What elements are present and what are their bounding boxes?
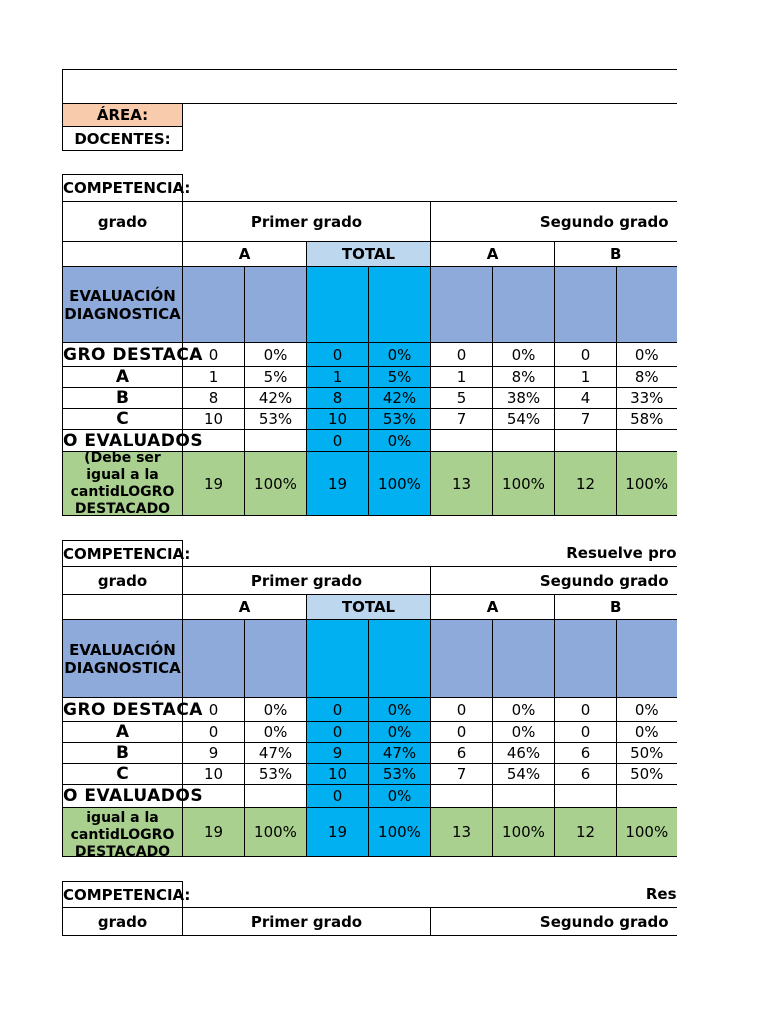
section-total-header: TOTAL bbox=[307, 242, 431, 267]
table-row bbox=[63, 743, 677, 764]
data-cell[interactable]: 5% bbox=[369, 367, 431, 388]
row-label-no-evaluados bbox=[63, 785, 204, 808]
data-cell[interactable]: 1 bbox=[307, 367, 369, 388]
data-cell[interactable]: 0 bbox=[555, 343, 617, 367]
data-cell[interactable]: 0 bbox=[431, 343, 493, 367]
section-total-header: TOTAL bbox=[307, 595, 431, 620]
data-cell[interactable]: 9 bbox=[307, 743, 369, 764]
data-cell[interactable]: 54% bbox=[493, 409, 555, 430]
eval-cell bbox=[431, 620, 493, 698]
data-cell[interactable]: 33% bbox=[617, 388, 677, 409]
total-cell: 12 bbox=[555, 808, 617, 857]
row-label-no-evaluados-text: O EVALUADOS bbox=[63, 430, 204, 451]
competencia-block-2 bbox=[62, 540, 677, 860]
data-cell[interactable]: 0% bbox=[245, 698, 307, 722]
blank-cell bbox=[63, 242, 183, 267]
data-cell[interactable]: 0 bbox=[183, 343, 245, 367]
data-cell[interactable]: 50% bbox=[617, 743, 677, 764]
data-cell[interactable]: 0% bbox=[617, 343, 677, 367]
evaluacion-label: EVALUACIÓN DIAGNOSTICA bbox=[63, 267, 183, 343]
table-row bbox=[63, 367, 677, 388]
row-label-no-evaluados bbox=[63, 430, 204, 452]
total-cell: 19 bbox=[307, 808, 369, 857]
data-cell[interactable] bbox=[431, 785, 493, 808]
competencia-block-1 bbox=[62, 174, 677, 516]
competencia-label: COMPETENCIA: bbox=[63, 541, 183, 567]
data-cell[interactable] bbox=[493, 430, 555, 452]
data-cell[interactable]: 8% bbox=[493, 367, 555, 388]
total-cell: 100% bbox=[245, 452, 307, 516]
data-cell[interactable]: 0% bbox=[369, 698, 431, 722]
data-cell[interactable]: 46% bbox=[493, 743, 555, 764]
data-cell[interactable]: 6 bbox=[555, 743, 617, 764]
section-b-header: B bbox=[555, 595, 677, 620]
data-cell[interactable]: 0% bbox=[617, 698, 677, 722]
grado-label: grado bbox=[63, 202, 183, 242]
area-label: ÁREA: bbox=[63, 104, 183, 127]
data-cell[interactable] bbox=[245, 430, 307, 452]
section-a2-header: A bbox=[431, 242, 555, 267]
data-cell[interactable]: 10 bbox=[183, 409, 245, 430]
total-cell: 19 bbox=[183, 452, 245, 516]
footer-label-text: igual a la cantidLOGRO DESTACADO bbox=[70, 810, 175, 860]
data-cell[interactable]: 0% bbox=[369, 430, 431, 452]
competencia-text[interactable]: Resuelve pro bbox=[566, 544, 677, 563]
evaluacion-label: EVALUACIÓN DIAGNOSTICA bbox=[63, 620, 183, 698]
row-label-b: B bbox=[63, 743, 183, 764]
eval-cell bbox=[307, 620, 369, 698]
row-label-a: A bbox=[63, 367, 183, 388]
data-cell[interactable]: 0 bbox=[183, 698, 245, 722]
segundo-grado-header: Segundo grado bbox=[431, 908, 677, 936]
data-cell[interactable]: 8 bbox=[183, 388, 245, 409]
section-a-header: A bbox=[183, 595, 307, 620]
eval-cell bbox=[183, 267, 245, 343]
competencia-text[interactable]: Res bbox=[645, 885, 677, 904]
data-cell[interactable]: 0 bbox=[307, 430, 369, 452]
data-cell[interactable]: 5% bbox=[245, 367, 307, 388]
data-cell[interactable]: 0% bbox=[493, 722, 555, 743]
row-label-c: C bbox=[63, 764, 183, 785]
segundo-grado-header: Segundo grado bbox=[431, 202, 677, 242]
competencia-label: COMPETENCIA: bbox=[63, 882, 183, 908]
data-cell[interactable]: 53% bbox=[369, 764, 431, 785]
data-cell[interactable] bbox=[245, 785, 307, 808]
data-cell[interactable]: 38% bbox=[493, 388, 555, 409]
data-cell[interactable]: 0% bbox=[245, 722, 307, 743]
total-row bbox=[63, 452, 677, 516]
table-row bbox=[63, 722, 677, 743]
data-cell[interactable]: 1 bbox=[555, 367, 617, 388]
data-cell[interactable]: 53% bbox=[245, 409, 307, 430]
competencia-block-3 bbox=[62, 881, 677, 936]
title-cell[interactable] bbox=[63, 70, 677, 104]
eval-cell bbox=[493, 620, 555, 698]
area-value[interactable] bbox=[183, 104, 677, 127]
total-cell: 12 bbox=[555, 452, 617, 516]
total-cell: 19 bbox=[307, 452, 369, 516]
data-cell[interactable]: 5 bbox=[431, 388, 493, 409]
data-cell[interactable]: 7 bbox=[431, 764, 493, 785]
section-a2-header: A bbox=[431, 595, 555, 620]
total-cell: 100% bbox=[245, 808, 307, 857]
eval-cell bbox=[245, 620, 307, 698]
table-row bbox=[63, 764, 677, 785]
docentes-value[interactable] bbox=[183, 127, 677, 151]
total-cell: 100% bbox=[369, 808, 431, 857]
total-cell: 100% bbox=[493, 808, 555, 857]
data-cell[interactable]: 0 bbox=[431, 722, 493, 743]
total-cell: 100% bbox=[369, 452, 431, 516]
eval-cell bbox=[183, 620, 245, 698]
data-cell[interactable]: 7 bbox=[555, 409, 617, 430]
section-b-header: B bbox=[555, 242, 677, 267]
data-cell[interactable] bbox=[431, 430, 493, 452]
data-cell[interactable] bbox=[617, 785, 677, 808]
data-cell[interactable]: 8 bbox=[307, 388, 369, 409]
table-row bbox=[63, 388, 677, 409]
data-cell[interactable]: 1 bbox=[183, 367, 245, 388]
data-cell[interactable]: 10 bbox=[307, 764, 369, 785]
eval-cell bbox=[431, 267, 493, 343]
primer-grado-header: Primer grado bbox=[183, 202, 431, 242]
data-cell[interactable]: 6 bbox=[431, 743, 493, 764]
table-row bbox=[63, 409, 677, 430]
data-cell[interactable]: 0% bbox=[493, 343, 555, 367]
total-cell: 13 bbox=[431, 452, 493, 516]
data-cell[interactable]: 0% bbox=[617, 722, 677, 743]
competencia-label: COMPETENCIA: bbox=[63, 175, 183, 202]
footer-label bbox=[63, 808, 183, 860]
data-cell[interactable]: 0 bbox=[307, 343, 369, 367]
total-row bbox=[63, 808, 677, 857]
data-cell[interactable] bbox=[555, 430, 617, 452]
total-cell: 100% bbox=[617, 452, 677, 516]
primer-grado-header: Primer grado bbox=[183, 908, 431, 936]
total-cell: 100% bbox=[493, 452, 555, 516]
data-cell[interactable]: 6 bbox=[555, 764, 617, 785]
data-cell[interactable] bbox=[617, 430, 677, 452]
data-cell[interactable]: 0% bbox=[493, 698, 555, 722]
row-label-logro: GRO DESTACA bbox=[63, 344, 203, 365]
total-cell: 19 bbox=[183, 808, 245, 857]
total-cell: 100% bbox=[617, 808, 677, 857]
data-cell[interactable]: 42% bbox=[245, 388, 307, 409]
data-cell[interactable]: 0 bbox=[183, 722, 245, 743]
table-row bbox=[63, 785, 677, 808]
table-row bbox=[63, 430, 677, 452]
data-cell[interactable]: 58% bbox=[617, 409, 677, 430]
row-label-c: C bbox=[63, 409, 183, 430]
data-cell[interactable]: 0% bbox=[369, 722, 431, 743]
primer-grado-header: Primer grado bbox=[183, 567, 431, 595]
data-cell[interactable]: 54% bbox=[493, 764, 555, 785]
data-cell[interactable]: 42% bbox=[369, 388, 431, 409]
data-cell[interactable] bbox=[555, 785, 617, 808]
data-cell[interactable]: 0 bbox=[307, 785, 369, 808]
data-cell[interactable]: 9 bbox=[183, 743, 245, 764]
data-cell[interactable]: 0% bbox=[245, 343, 307, 367]
data-cell[interactable]: 10 bbox=[183, 764, 245, 785]
eval-cell bbox=[369, 620, 431, 698]
eval-cell bbox=[617, 267, 677, 343]
data-cell[interactable]: 0 bbox=[431, 698, 493, 722]
eval-cell bbox=[493, 267, 555, 343]
docentes-label: DOCENTES: bbox=[63, 127, 183, 151]
data-cell[interactable]: 0 bbox=[555, 698, 617, 722]
data-cell[interactable]: 47% bbox=[245, 743, 307, 764]
eval-cell bbox=[617, 620, 677, 698]
footer-label-text: (Debe ser igual a la cantidLOGRO DESTACADO bbox=[70, 449, 175, 517]
data-cell[interactable]: 47% bbox=[369, 743, 431, 764]
row-label-b: B bbox=[63, 388, 183, 409]
data-cell[interactable]: 0% bbox=[369, 785, 431, 808]
table-row bbox=[63, 698, 677, 722]
table-row bbox=[63, 343, 677, 367]
data-cell[interactable]: 4 bbox=[555, 388, 617, 409]
data-cell[interactable]: 0 bbox=[307, 722, 369, 743]
data-cell[interactable]: 0% bbox=[369, 343, 431, 367]
data-cell[interactable]: 1 bbox=[431, 367, 493, 388]
data-cell[interactable]: 7 bbox=[431, 409, 493, 430]
section-a-header: A bbox=[183, 242, 307, 267]
eval-cell bbox=[307, 267, 369, 343]
segundo-grado-header: Segundo grado bbox=[431, 567, 677, 595]
eval-cell bbox=[369, 267, 431, 343]
header-block bbox=[62, 69, 677, 151]
row-label-logro: GRO DESTACA bbox=[63, 699, 203, 720]
data-cell[interactable]: 10 bbox=[307, 409, 369, 430]
eval-cell bbox=[555, 267, 617, 343]
data-cell[interactable] bbox=[493, 785, 555, 808]
row-label-no-evaluados-text: O EVALUADOS bbox=[63, 786, 204, 806]
row-label-a: A bbox=[63, 722, 183, 743]
eval-cell bbox=[555, 620, 617, 698]
data-cell[interactable]: 53% bbox=[245, 764, 307, 785]
grado-label: grado bbox=[63, 567, 183, 595]
total-cell: 13 bbox=[431, 808, 493, 857]
grado-label: grado bbox=[63, 908, 183, 936]
data-cell[interactable]: 0 bbox=[307, 698, 369, 722]
footer-label bbox=[63, 449, 183, 517]
blank-cell bbox=[63, 595, 183, 620]
data-cell[interactable]: 50% bbox=[617, 764, 677, 785]
data-cell[interactable]: 8% bbox=[617, 367, 677, 388]
data-cell[interactable]: 0 bbox=[555, 722, 617, 743]
eval-cell bbox=[245, 267, 307, 343]
data-cell[interactable]: 53% bbox=[369, 409, 431, 430]
competencia-text[interactable] bbox=[183, 175, 677, 202]
